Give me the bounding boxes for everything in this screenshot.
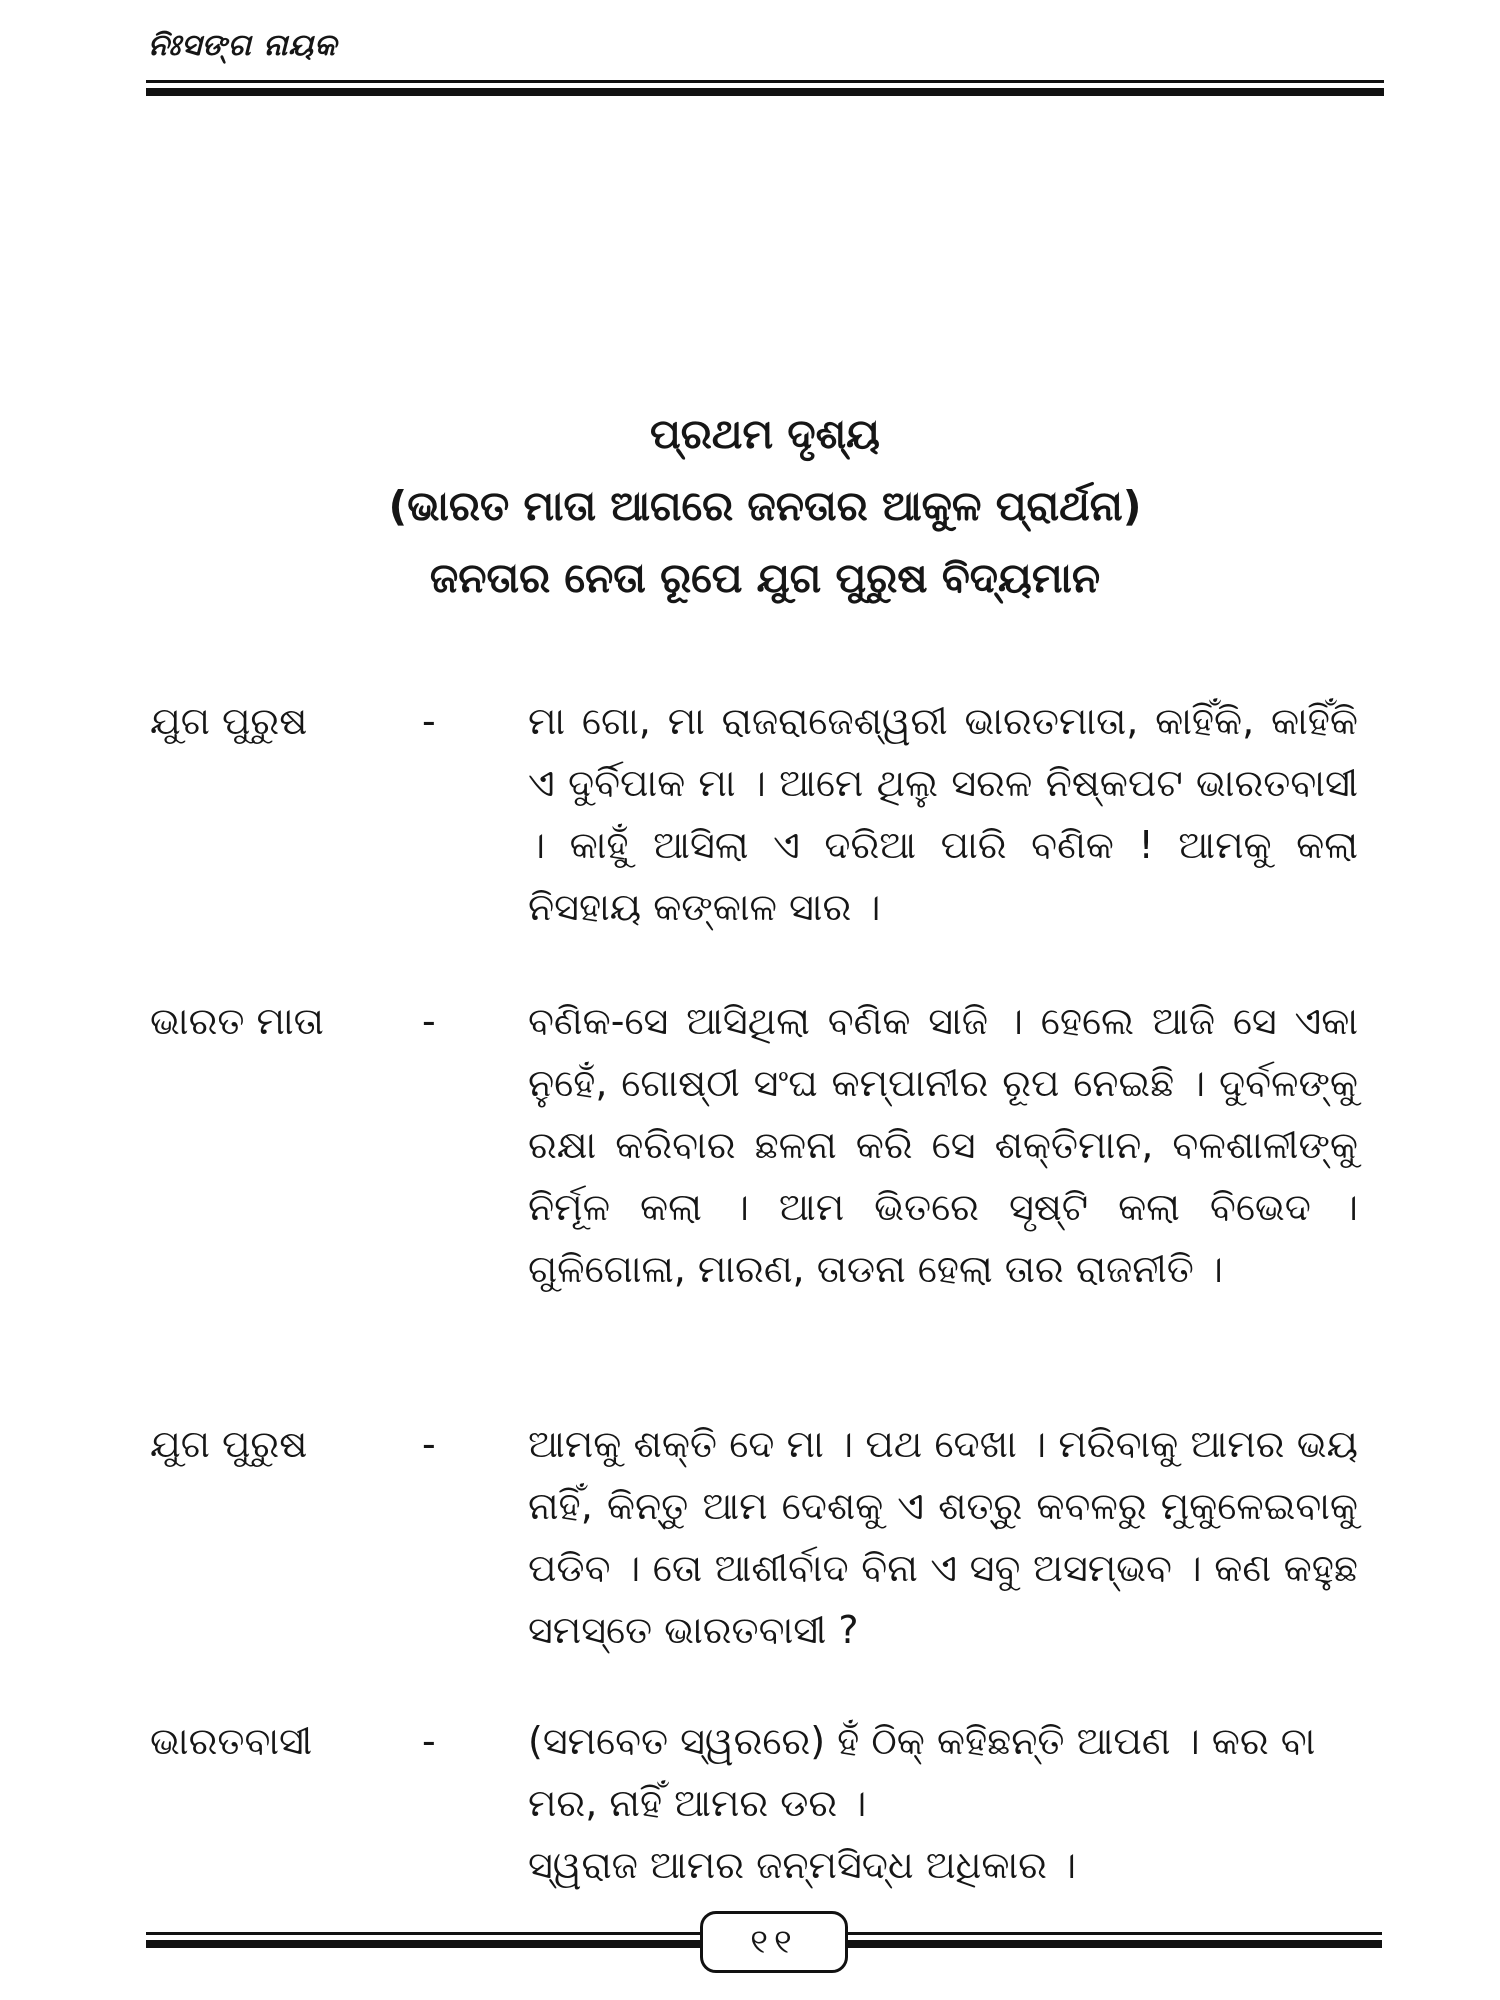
- speaker-dash: -: [422, 699, 436, 743]
- speaker-name: ଯୁଗ ପୁରୁଷ: [150, 699, 308, 743]
- speech-line: ସ୍ୱରାଜ ଆମର ଜନ୍ମସିଦ୍ଧ ଅଧିକାର ।: [528, 1843, 1077, 1887]
- speaker-name: ଭାରତ ମାତା: [150, 999, 324, 1043]
- scene-title: ପ୍ରଥମ ଦୃଶ୍ୟ: [650, 410, 880, 458]
- speech-line: ମର, ନାହିଁ ଆମର ଡର ।: [528, 1781, 867, 1825]
- speaker-dash: -: [422, 999, 436, 1043]
- speech-text: ବଣିକ-ସେ ଆସିଥିଲା ବଣିକ ସାଜି । ହେଲେ ଆଜି ସେ ଏକା ନୁହେଁ, ଗୋଷ୍ଠୀ ସଂଘ କମ୍ପାନୀର ରୂପ ନେଇଛି । ଦୁର୍ବଳଙ୍କୁ ରକ୍ଷା କରିବାର ଛଳନା କରି ସେ ଶକ୍ତିମାନ, ବଳଶାଳୀଙ୍କୁ ନିର୍ମୂଳ କଲା । ଆମ ଭିତରେ ସୃଷ୍ଟି କଲା ବିଭେଦ । ଗୁଳିଗୋଳା, ମାରଣ, ତାଡନା ହେଲା ତାର ରାଜନୀତି ।: [528, 999, 1358, 1291]
- scene-setting: ଜନତାର ନେତା ରୂପେ ଯୁଗ ପୁରୁଷ ବିଦ୍ୟମାନ: [429, 554, 1101, 602]
- footer-rule-left-thick: [146, 1940, 700, 1948]
- header-rule-thin: [146, 80, 1384, 83]
- footer-rule-right-thick: [842, 1940, 1382, 1948]
- running-title: ନିଃସଙ୍ଗ ନାୟକ: [148, 28, 338, 63]
- page-number: ୧୧: [700, 1911, 848, 1973]
- scene-heading: [150, 398, 1380, 614]
- speech-text: ଆମକୁ ଶକ୍ତି ଦେ ମା । ପଥ ଦେଖା । ମରିବାକୁ ଆମର ଭୟ ନାହିଁ, କିନ୍ତୁ ଆମ ଦେଶକୁ ଏ ଶତ୍ରୁ କବଳରୁ ମୁକୁଳେଇବାକୁ ପଡିବ । ତୋ ଆଶୀର୍ବାଦ ବିନା ଏ ସବୁ ଅସମ୍ଭବ । କଣ କହୁଛ ସମସ୍ତେ ଭାରତବାସୀ ?: [528, 1422, 1358, 1652]
- speaker-name: ଯୁଗ ପୁରୁଷ: [150, 1422, 308, 1466]
- header-rule-thick: [146, 88, 1384, 96]
- speech-text: ମା ଗୋ, ମା ରାଜରାଜେଶ୍ୱରୀ ଭାରତମାତା, କାହିଁକି, କାହିଁକି ଏ ଦୁର୍ବିପାକ ମା । ଆମେ ଥିଲୁ ସରଳ ନିଷ୍କପଟ ଭାରତବାସୀ । କାହୁଁ ଆସିଲା ଏ ଦରିଆ ପାରି ବଣିକ ! ଆମକୁ କଲା ନିସହାୟ କଙ୍କାଳ ସାର ।: [528, 699, 1358, 929]
- speaker-dash: -: [422, 1719, 436, 1763]
- speech-text: [528, 1710, 1358, 1896]
- footer-rule-left-thin: [146, 1932, 700, 1935]
- speech-line: (ସମବେତ ସ୍ୱରରେ) ହଁ ଠିକ୍ କହିଛନ୍ତି ଆପଣ । କର ବା: [528, 1719, 1316, 1763]
- speaker-dash: -: [422, 1422, 436, 1466]
- footer-rule-right-thin: [842, 1932, 1382, 1935]
- stage-direction: (ଭାରତ ମାତା ଆଗରେ ଜନତାର ଆକୁଳ ପ୍ରାର୍ଥନା): [388, 482, 1142, 530]
- speaker-name: ଭାରତବାସୀ: [150, 1719, 313, 1763]
